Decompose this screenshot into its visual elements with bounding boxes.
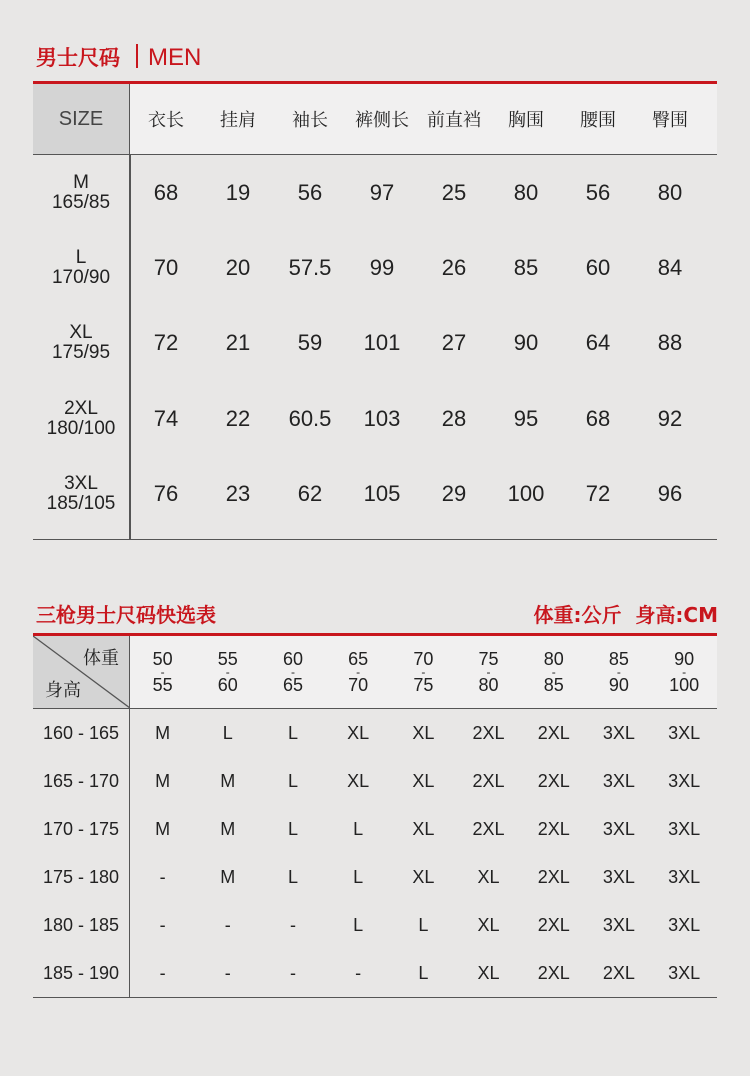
quick-select-body xyxy=(33,709,717,998)
measurement-value: 60.5 xyxy=(288,405,332,431)
header-hip: 臀围 xyxy=(652,110,688,131)
header-chest: 胸围 xyxy=(508,110,544,131)
recommended-size: 3XL xyxy=(668,914,701,935)
recommended-size: 2XL xyxy=(472,770,505,791)
recommended-size: - xyxy=(224,914,231,935)
measurement-value: 59 xyxy=(297,330,323,356)
recommended-size: XL xyxy=(477,866,500,887)
height-range-cell: 185 - 190 xyxy=(33,949,130,997)
weight-to: 80 xyxy=(478,675,499,695)
size-code: 2XL xyxy=(64,397,98,419)
section1-title-bar xyxy=(36,40,718,72)
measurement-value: 56 xyxy=(297,179,323,205)
size-spec: 175/95 xyxy=(51,342,111,364)
recommended-size: - xyxy=(289,962,296,983)
recommended-size: XL xyxy=(412,770,435,791)
measurement-value: 57.5 xyxy=(288,255,332,281)
recommended-size: L xyxy=(287,866,298,887)
weight-range-header xyxy=(195,636,260,708)
size-spec: 165/85 xyxy=(51,191,111,213)
recommended-size: 2XL xyxy=(537,962,570,983)
recommended-size: - xyxy=(159,914,166,935)
measurement-value: 26 xyxy=(441,255,467,281)
measurement-value: 101 xyxy=(363,330,401,356)
weight-from: 50 xyxy=(152,649,173,669)
measurement-value: 72 xyxy=(585,481,611,507)
recommended-size: L xyxy=(287,818,298,839)
height-row xyxy=(33,757,717,805)
weight-range-header xyxy=(456,636,521,708)
weight-to: 100 xyxy=(669,675,700,695)
height-row xyxy=(33,901,717,949)
size-row xyxy=(33,381,717,456)
measurement-value: 27 xyxy=(441,330,467,356)
measurement-value: 60 xyxy=(585,255,611,281)
recommended-size: - xyxy=(159,866,166,887)
measurement-value: 23 xyxy=(225,481,251,507)
weight-range-header xyxy=(260,636,325,708)
size-label-cell xyxy=(33,230,130,305)
title-divider xyxy=(136,44,138,68)
size-spec: 170/90 xyxy=(51,267,111,289)
recommended-size: 2XL xyxy=(537,914,570,935)
weight-range-header xyxy=(326,636,391,708)
recommended-size: M xyxy=(220,818,236,839)
weight-dash: - xyxy=(356,665,361,679)
recommended-size: - xyxy=(289,914,296,935)
header-pant-length: 裤侧长 xyxy=(355,110,409,131)
measurement-value: 56 xyxy=(585,179,611,205)
recommended-size: L xyxy=(287,722,298,743)
height-range-cell: 180 - 185 xyxy=(33,901,130,949)
size-label-cell xyxy=(33,306,130,381)
height-row xyxy=(33,805,717,853)
weight-from: 70 xyxy=(413,649,434,669)
weight-from: 80 xyxy=(543,649,564,669)
recommended-size: 2XL xyxy=(602,962,635,983)
recommended-size: 2XL xyxy=(537,866,570,887)
recommended-size: M xyxy=(220,866,236,887)
measurement-value: 88 xyxy=(657,330,683,356)
recommended-size: 2XL xyxy=(537,722,570,743)
measurement-value: 72 xyxy=(153,330,179,356)
measurement-value: 95 xyxy=(513,405,539,431)
weight-range-header xyxy=(586,636,651,708)
recommended-size: 2XL xyxy=(472,818,505,839)
recommended-size: M xyxy=(155,722,171,743)
recommended-size: 3XL xyxy=(602,914,635,935)
recommended-size: 2XL xyxy=(537,770,570,791)
measurement-value: 84 xyxy=(657,255,683,281)
measurement-value: 85 xyxy=(513,255,539,281)
height-range-cell: 160 - 165 xyxy=(33,709,130,757)
recommended-size: XL xyxy=(347,770,370,791)
column-divider xyxy=(129,155,131,539)
measurement-value: 100 xyxy=(507,481,545,507)
weight-from: 60 xyxy=(282,649,303,669)
recommended-size: L xyxy=(418,962,429,983)
measurement-value: 90 xyxy=(513,330,539,356)
weight-from: 55 xyxy=(217,649,238,669)
weight-dash: - xyxy=(551,665,556,679)
header-size: SIZE xyxy=(33,84,130,154)
weight-from: 90 xyxy=(674,649,695,669)
size-spec: 180/100 xyxy=(46,417,116,439)
recommended-size: - xyxy=(159,962,166,983)
height-range-cell: 165 - 170 xyxy=(33,757,130,805)
header-length: 衣长 xyxy=(148,110,184,131)
measurement-value: 62 xyxy=(297,481,323,507)
recommended-size: XL xyxy=(412,866,435,887)
corner-cell xyxy=(33,636,130,708)
recommended-size: L xyxy=(222,722,233,743)
weight-range-header xyxy=(521,636,586,708)
weight-range-header xyxy=(130,636,195,708)
measurement-value: 70 xyxy=(153,255,179,281)
section1-title-en: MEN xyxy=(148,44,202,71)
measurement-value: 25 xyxy=(441,179,467,205)
measurement-value: 68 xyxy=(153,179,179,205)
size-spec-table xyxy=(33,84,717,540)
section2-title-bar xyxy=(36,598,718,628)
size-label-cell xyxy=(33,457,130,532)
recommended-size: M xyxy=(155,770,171,791)
measurement-value: 99 xyxy=(369,255,395,281)
measurement-value: 68 xyxy=(585,405,611,431)
size-row xyxy=(33,155,717,230)
corner-weight-label: 体重 xyxy=(83,648,119,669)
recommended-size: L xyxy=(287,770,298,791)
recommended-size: M xyxy=(220,770,236,791)
recommended-size: 3XL xyxy=(668,770,701,791)
recommended-size: 3XL xyxy=(668,722,701,743)
measurement-value: 80 xyxy=(657,179,683,205)
recommended-size: L xyxy=(353,914,364,935)
size-label-cell xyxy=(33,155,130,230)
measurement-value: 74 xyxy=(153,405,179,431)
recommended-size: 3XL xyxy=(602,866,635,887)
weight-from: 75 xyxy=(478,649,499,669)
weight-to: 70 xyxy=(348,675,369,695)
height-row xyxy=(33,709,717,757)
measurement-value: 19 xyxy=(225,179,251,205)
recommended-size: 3XL xyxy=(602,818,635,839)
size-code: 3XL xyxy=(64,473,98,495)
measurement-value: 103 xyxy=(363,405,401,431)
weight-range-header xyxy=(391,636,456,708)
section2-title: 三枪男士尺码快选表 xyxy=(36,603,216,627)
recommended-size: L xyxy=(353,866,364,887)
size-spec-body xyxy=(33,155,717,540)
measurement-value: 97 xyxy=(369,179,395,205)
measurement-value: 96 xyxy=(657,481,683,507)
unit-note: 体重:公斤 身高:CM xyxy=(533,603,718,627)
recommended-size: XL xyxy=(477,962,500,983)
size-row xyxy=(33,457,717,532)
recommended-size: 3XL xyxy=(602,770,635,791)
weight-dash: - xyxy=(421,665,426,679)
weight-to: 55 xyxy=(152,675,173,695)
quick-select-table xyxy=(33,636,717,998)
recommended-size: XL xyxy=(477,914,500,935)
weight-to: 60 xyxy=(217,675,238,695)
recommended-size: XL xyxy=(412,818,435,839)
weight-dash: - xyxy=(616,665,621,679)
recommended-size: XL xyxy=(347,722,370,743)
height-row xyxy=(33,949,717,997)
weight-to: 65 xyxy=(282,675,303,695)
weight-dash: - xyxy=(225,665,230,679)
header-shoulder: 挂肩 xyxy=(220,110,256,131)
height-row xyxy=(33,853,717,901)
recommended-size: 3XL xyxy=(602,722,635,743)
measurement-value: 28 xyxy=(441,405,467,431)
size-row xyxy=(33,306,717,381)
measurement-value: 92 xyxy=(657,405,683,431)
weight-dash: - xyxy=(486,665,491,679)
size-row xyxy=(33,230,717,305)
recommended-size: 3XL xyxy=(668,962,701,983)
recommended-size: 3XL xyxy=(668,818,701,839)
weight-to: 75 xyxy=(413,675,434,695)
corner-height-label: 身高 xyxy=(45,680,81,701)
measurement-value: 21 xyxy=(225,330,251,356)
recommended-size: - xyxy=(355,962,362,983)
weight-to: 90 xyxy=(608,675,629,695)
weight-to: 85 xyxy=(543,675,564,695)
height-range-cell: 175 - 180 xyxy=(33,853,130,901)
weight-from: 85 xyxy=(608,649,629,669)
size-label-cell xyxy=(33,381,130,456)
measurement-value: 80 xyxy=(513,179,539,205)
recommended-size: 2XL xyxy=(472,722,505,743)
recommended-size: 2XL xyxy=(537,818,570,839)
size-code: L xyxy=(75,247,87,269)
section1-title: 男士尺码 xyxy=(36,46,120,70)
header-front-rise: 前直裆 xyxy=(427,110,481,131)
size-spec: 185/105 xyxy=(46,493,116,515)
weight-dash: - xyxy=(160,665,165,679)
size-code: XL xyxy=(69,322,93,344)
header-waist: 腰围 xyxy=(580,110,616,131)
measurement-value: 105 xyxy=(363,481,401,507)
recommended-size: L xyxy=(353,818,364,839)
weight-from: 65 xyxy=(348,649,369,669)
header-sleeve: 袖长 xyxy=(292,110,328,131)
weight-dash: - xyxy=(290,665,295,679)
size-spec-header-row xyxy=(33,84,717,155)
weight-dash: - xyxy=(682,665,687,679)
recommended-size: 3XL xyxy=(668,866,701,887)
recommended-size: XL xyxy=(412,722,435,743)
measurement-value: 20 xyxy=(225,255,251,281)
quick-select-header-row xyxy=(33,636,717,709)
recommended-size: - xyxy=(224,962,231,983)
measurement-value: 29 xyxy=(441,481,467,507)
weight-range-header xyxy=(652,636,717,708)
measurement-value: 76 xyxy=(153,481,179,507)
recommended-size: M xyxy=(155,818,171,839)
size-code: M xyxy=(73,171,89,193)
height-range-cell: 170 - 175 xyxy=(33,805,130,853)
measurement-value: 64 xyxy=(585,330,611,356)
recommended-size: L xyxy=(418,914,429,935)
measurement-value: 22 xyxy=(225,405,251,431)
